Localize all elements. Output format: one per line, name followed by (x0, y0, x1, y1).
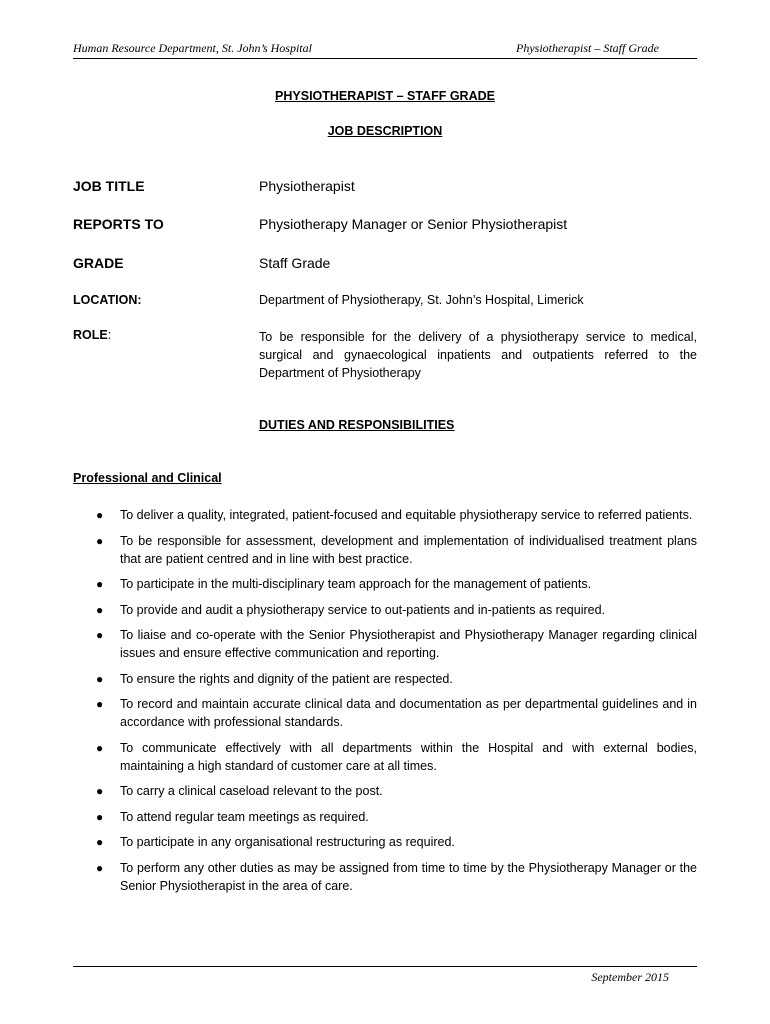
list-item (92, 695, 697, 731)
role-value: To be responsible for the delivery of a physiotherapy service to medical, surgical and gynaecological inpatients and outpatients referred to the Department of Physiotherapy (259, 330, 697, 380)
bullet-icon: ● (96, 671, 104, 686)
duties-heading: DUTIES AND RESPONSIBILITIES (259, 418, 455, 432)
list-item-text: To communicate effectively with all departments within the Hospital and with external bodies, maintaining a high standard of customer care at all times. (120, 740, 697, 773)
bullet-icon: ● (96, 577, 104, 591)
document-title: PHYSIOTHERAPIST – STAFF GRADE (275, 89, 495, 103)
duties-list (92, 506, 697, 902)
bullet-icon: ● (96, 809, 104, 824)
grade-label: GRADE (73, 255, 124, 271)
footer-date: September 2015 (591, 970, 669, 984)
list-item (92, 782, 697, 800)
bullet-icon: ● (96, 508, 104, 522)
reports-to-label: REPORTS TO (73, 216, 164, 232)
page-footer (73, 966, 697, 984)
role-label (73, 328, 111, 342)
header-position: Physiotherapist – Staff Grade (516, 41, 659, 55)
list-item (92, 506, 697, 524)
bullet-icon: ● (96, 740, 104, 755)
bullet-icon: ● (96, 835, 104, 849)
list-item (92, 808, 697, 826)
list-item-text: To be responsible for assessment, development and implementation of individualised treatment plans that are patient centred and in line with best practice. (120, 533, 697, 566)
job-title-value: Physiotherapist (259, 178, 355, 194)
page-header (73, 40, 697, 59)
list-item-text: To provide and audit a physiotherapy service to out-patients and in-patients as required. (120, 602, 606, 617)
bullet-icon: ● (96, 784, 104, 798)
list-item (92, 532, 697, 568)
job-title-label: JOB TITLE (73, 178, 145, 194)
list-item (92, 859, 697, 895)
location-label: LOCATION: (73, 293, 142, 307)
location-value: Department of Physiotherapy, St. John’s Hospital, Limerick (259, 293, 584, 307)
list-item-text: To carry a clinical caseload relevant to the post. (120, 784, 383, 798)
list-item-text: To deliver a quality, integrated, patient-focused and equitable physiotherapy service to referred patients. (120, 508, 693, 522)
bullet-icon: ● (96, 628, 104, 642)
role-label-text: ROLE (73, 328, 108, 342)
document-subtitle: JOB DESCRIPTION (327, 124, 443, 138)
list-item-text: To perform any other duties as may be assigned from time to time by the Physiotherapy Manager or the Senior Physiotherapist in the area of care. (120, 860, 697, 893)
bullet-icon: ● (96, 697, 104, 711)
list-item-text: To participate in the multi-disciplinary team approach for the management of patients. (120, 577, 592, 591)
list-item (92, 833, 697, 851)
list-item (92, 601, 697, 619)
role-label-colon: : (107, 328, 112, 342)
list-item (92, 626, 697, 662)
grade-value: Staff Grade (259, 255, 331, 271)
reports-to-value: Physiotherapy Manager or Senior Physiotherapist (259, 216, 568, 232)
list-item-text: To ensure the rights and dignity of the patient are respected. (120, 671, 453, 686)
list-item-text: To attend regular team meetings as required. (120, 809, 369, 824)
bullet-icon: ● (96, 860, 104, 875)
section-heading: Professional and Clinical (73, 471, 222, 485)
list-item (92, 575, 697, 593)
header-department: Human Resource Department, St. John’s Hospital (73, 41, 312, 55)
bullet-icon: ● (96, 533, 104, 548)
list-item-text: To record and maintain accurate clinical data and documentation as per departmental guidelines and in accordance with professional standards. (120, 697, 697, 729)
list-item-text: To participate in any organisational restructuring as required. (120, 835, 455, 849)
list-item-text: To liaise and co-operate with the Senior Physiotherapist and Physiotherapy Manager regarding clinical issues and ensure effective communication and reporting. (120, 628, 697, 660)
list-item (92, 739, 697, 775)
bullet-icon: ● (96, 602, 104, 617)
list-item (92, 670, 697, 688)
